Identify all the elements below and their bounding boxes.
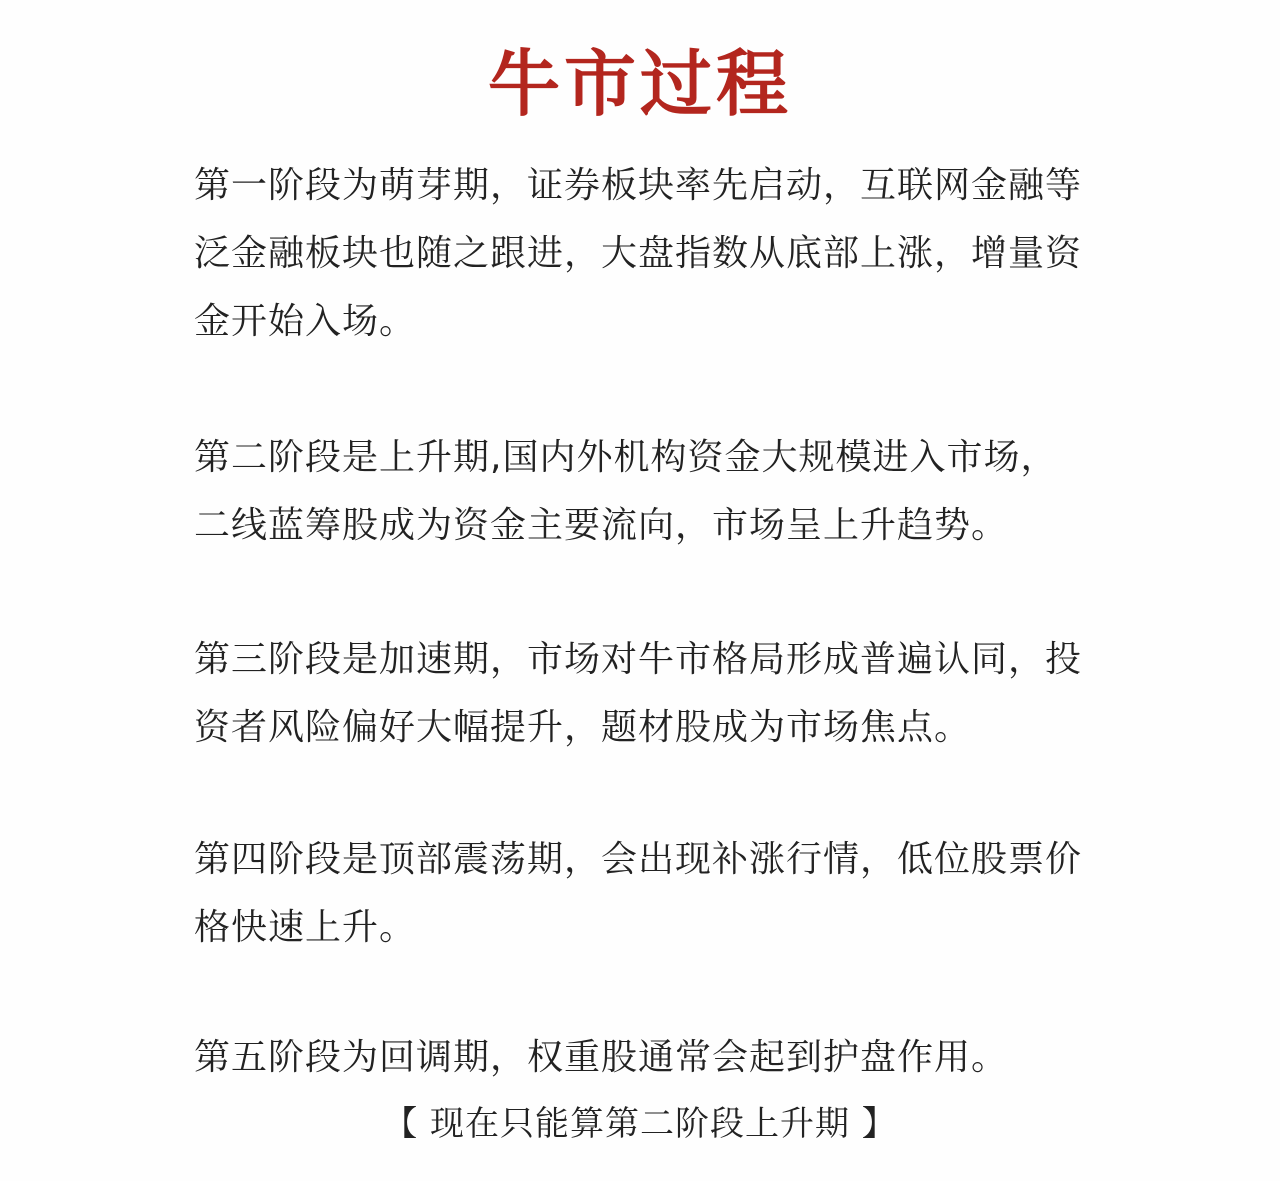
page-title: 牛市过程 <box>487 42 792 126</box>
current-stage-note: 【 现在只能算第二阶段上升期 】 <box>383 1104 897 1144</box>
stage-2-paragraph: 第二阶段是上升期,国内外机构资金大规模进入市场，二线蓝筹股成为资金主要流向，市场呈上升趋势。 <box>194 437 1058 546</box>
stage-1-paragraph: 第一阶段为萌芽期，证券板块率先启动，互联网金融等泛金融板块也随之跟进，大盘指数从底部上涨，增量资金开始入场。 <box>194 165 1083 342</box>
stage-5-paragraph: 第五阶段为回调期，权重股通常会起到护盘作用。 <box>194 1037 1009 1078</box>
stage-3-paragraph: 第三阶段是加速期，市场对牛市格局形成普遍认同，投资者风险偏好大幅提升，题材股成为市场焦点。 <box>194 639 1083 748</box>
stage-4-paragraph: 第四阶段是顶部震荡期，会出现补涨行情，低位股票价格快速上升。 <box>194 839 1083 948</box>
